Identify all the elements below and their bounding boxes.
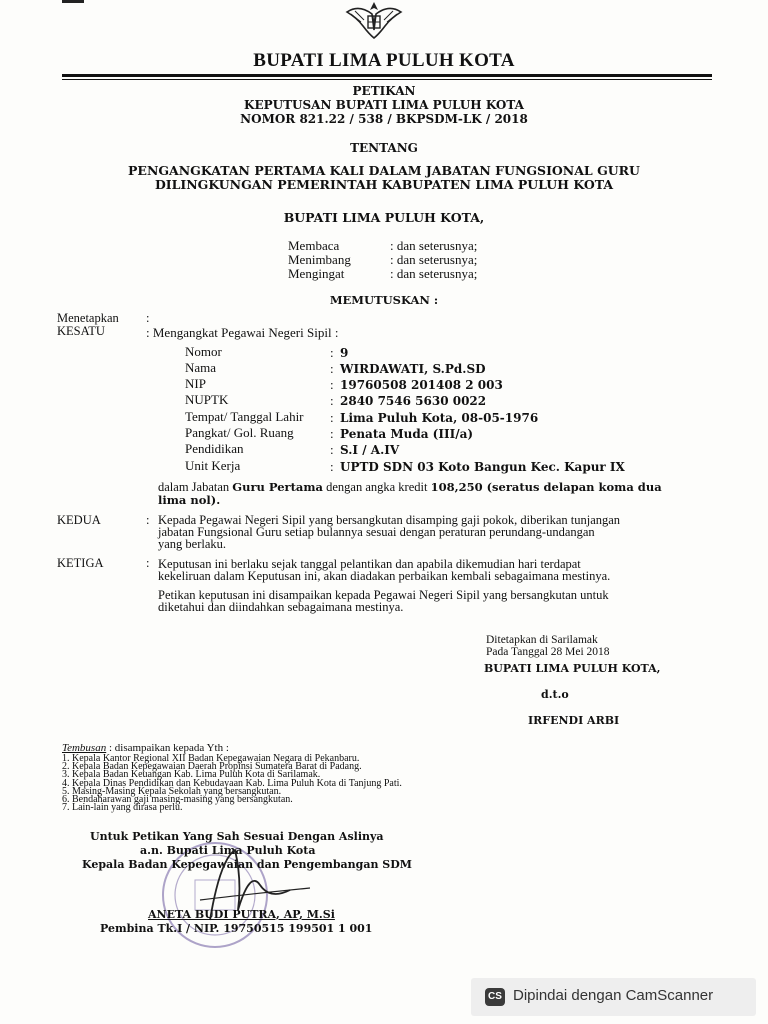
signature-dto: d.t.o — [541, 688, 569, 701]
consideration-label: Membaca — [288, 238, 340, 253]
consideration-label: Menimbang — [288, 252, 351, 267]
camscanner-badge — [471, 978, 756, 1016]
field-colon: : — [330, 361, 334, 376]
kedua-label: KEDUA — [57, 513, 101, 527]
ketiga-colon: : — [146, 556, 150, 570]
ketiga-text: Keputusan ini berlaku sejak tanggal pelantikan dan apabila dikemudian hari terdapat kekeliruan dalam Keputusan ini, akan diadakan perbaikan kembali sebagaimana mestinya. — [158, 557, 611, 583]
header-rule-thick — [62, 74, 712, 77]
field-label-unit: Unit Kerja — [185, 458, 241, 473]
camscanner-icon: CS — [485, 988, 505, 1006]
list-item: 5. Masing-Masing Kepala Sekolah yang bersangkutan. — [62, 785, 282, 797]
list-item: 2. Kepala Badan Kepegawaian Daerah Propinsi Sumatera Barat di Padang. — [62, 761, 362, 773]
about-label: TENTANG — [350, 141, 418, 155]
field-value-nuptk: 2840 7546 5630 0022 — [340, 394, 487, 408]
kedua-text: Kepada Pegawai Negeri Sipil yang bersangkutan disamping gaji pokok, diberikan tunjangan jabatan Fungsional Guru setiap bulannya sesuai dengan peraturan perundang-undangan yang berlaku. — [158, 513, 621, 551]
field-colon: : — [330, 345, 334, 360]
menetapkan-label: Menetapkan — [57, 311, 119, 325]
signature-place: Ditetapkan di Sarilamak — [486, 634, 598, 646]
kesatu-closing-line-2: lima nol). — [158, 493, 221, 507]
issuer-title: BUPATI LIMA PULUH KOTA, — [283, 210, 485, 225]
certification-line-3: Kepala Badan Kepegawaian dan Pengembangan SDM — [82, 858, 412, 871]
field-value-rank: Penata Muda (III/a) — [340, 427, 474, 441]
signature-date: Pada Tanggal 28 Mei 2018 — [486, 646, 610, 658]
consideration-value: : dan seterusnya; — [390, 238, 478, 253]
certifier-rank-nip: Pembina Tk.I / NIP. 19750515 199501 1 001 — [100, 922, 373, 935]
list-item: 7. Lain-lain yang dirasa perlu. — [62, 802, 183, 814]
field-value-birth: Lima Puluh Kota, 08-05-1976 — [340, 411, 539, 425]
kesatu-closing-line-1: dalam Jabatan Guru Pertama dengan angka kredit 108,250 (seratus delapan koma dua — [158, 480, 662, 494]
document-title: BUPATI LIMA PULUH KOTA — [253, 50, 515, 71]
field-colon: : — [330, 459, 334, 474]
menetapkan-colon: : — [146, 311, 150, 325]
field-colon: : — [330, 442, 334, 457]
certification-line-1: Untuk Petikan Yang Sah Sesuai Dengan Aslinya — [90, 830, 384, 843]
field-colon: : — [330, 393, 334, 408]
camscanner-label: Dipindai dengan CamScanner — [513, 987, 714, 1004]
decides-heading: MEMUTUSKAN : — [329, 293, 439, 307]
field-label-nama: Nama — [185, 360, 217, 375]
field-value-nama: WIRDAWATI, S.Pd.SD — [340, 362, 486, 376]
list-item: 6. Bendaharawan gaji masing-masing yang bersangkutan. — [62, 794, 293, 806]
subject-line-2: DILINGKUNGAN PEMERINTAH KABUPATEN LIMA PULUH KOTA — [154, 177, 614, 192]
list-item: 3. Kepala Badan Keuangan Kab. Lima Puluh Kota di Sarilamak. — [62, 769, 321, 781]
tembusan-heading: Tembusan : disampaikan kepada Yth : — [62, 742, 229, 754]
consideration-label: Mengingat — [288, 266, 345, 281]
consideration-value: : dan seterusnya; — [390, 266, 478, 281]
field-value-nip: 19760508 201408 2 003 — [340, 378, 503, 392]
field-colon: : — [330, 426, 334, 441]
tembusan-list — [62, 755, 402, 812]
field-label-nip: NIP — [185, 376, 206, 391]
field-label-birth: Tempat/ Tanggal Lahir — [185, 409, 304, 424]
doc-type: PETIKAN — [352, 84, 416, 98]
field-value-education: S.I / A.IV — [340, 443, 400, 457]
field-label-nomor: Nomor — [185, 344, 222, 359]
decree-title: KEPUTUSAN BUPATI LIMA PULUH KOTA — [244, 98, 524, 112]
kesatu-label: KESATU — [57, 324, 105, 338]
garuda-emblem-icon — [343, 0, 405, 40]
field-colon: : — [330, 410, 334, 425]
decree-number: NOMOR 821.22 / 538 / BKPSDM-LK / 2018 — [240, 112, 528, 126]
petikan-text: Petikan keputusan ini disampaikan kepada Pegawai Negeri Sipil yang bersangkutan untuk diketahui dan diindahkan sebagaimana mestinya. — [158, 588, 609, 614]
kedua-colon: : — [146, 513, 150, 527]
signature-title: BUPATI LIMA PULUH KOTA, — [484, 662, 661, 675]
signature-name: IRFENDI ARBI — [528, 714, 620, 727]
certification-line-2: a.n. Bupati Lima Puluh Kota — [140, 844, 316, 857]
kesatu-intro: : Mengangkat Pegawai Negeri Sipil : — [146, 325, 339, 340]
list-item: 4. Kepala Dinas Pendidikan dan Kebudayaan Kab. Lima Puluh Kota di Tanjung Pati. — [62, 777, 402, 789]
field-label-rank: Pangkat/ Gol. Ruang — [185, 425, 294, 440]
consideration-value: : dan seterusnya; — [390, 252, 478, 267]
field-label-nuptk: NUPTK — [185, 392, 229, 407]
field-value-unit: UPTD SDN 03 Koto Bangun Kec. Kapur IX — [340, 460, 625, 474]
scan-corner-mark — [62, 0, 84, 3]
field-label-education: Pendidikan — [185, 441, 244, 456]
ketiga-label: KETIGA — [57, 556, 104, 570]
field-colon: : — [330, 377, 334, 392]
header-rule-thin — [62, 79, 712, 80]
certifier-name: ANETA BUDI PUTRA, AP, M.Si — [148, 908, 335, 921]
subject-line-1: PENGANGKATAN PERTAMA KALI DALAM JABATAN FUNGSIONAL GURU — [128, 163, 640, 178]
list-item: 1. Kepala Kantor Regional XII Badan Kepegawaian Negara di Pekanbaru. — [62, 753, 360, 764]
field-value-nomor: 9 — [340, 346, 349, 360]
